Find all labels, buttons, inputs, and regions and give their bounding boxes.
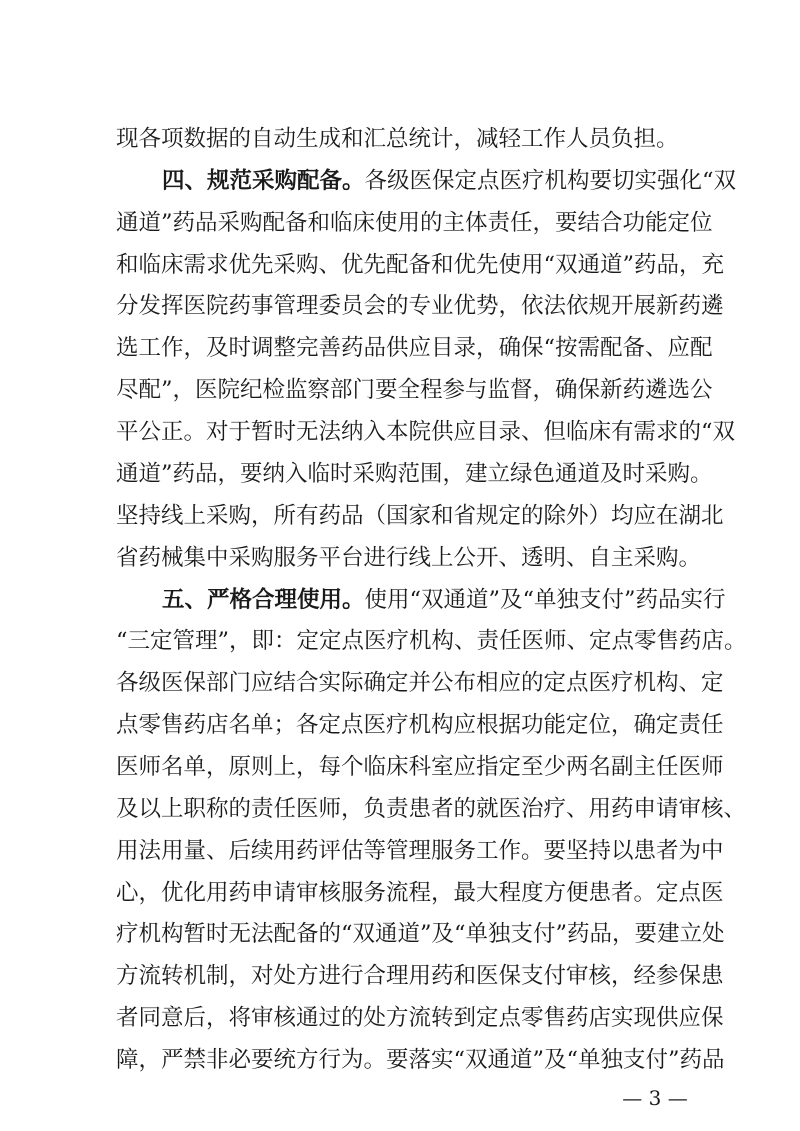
paragraph-line: 障，严禁非必要统方行为。要落实“双通道”及“单独支付”药品 — [116, 1047, 725, 1073]
paragraph-line: 疗机构暂时无法配备的“双通道”及“单独支付”药品，要建立处 — [116, 921, 725, 947]
paragraph-line: 通道”药品，要纳入临时采购范围，建立绿色通道及时采购。 — [116, 461, 713, 487]
paragraph-line: 坚持线上采购，所有药品（国家和省规定的除外）均应在湖北 — [116, 503, 724, 529]
paragraph-line: 尽配”，医院纪检监察部门要全程参与监督，确保新药遴选公 — [116, 377, 713, 403]
paragraph-line: 分发挥医院药事管理委员会的专业优势，依法依规开展新药遴 — [116, 293, 724, 319]
paragraph-line: 通道”药品采购配备和临床使用的主体责任，要结合功能定位 — [116, 210, 713, 236]
paragraph-line: 点零售药店名单；各定点医疗机构应根据功能定位，确定责任 — [116, 712, 724, 738]
paragraph-line: 者同意后，将审核通过的处方流转到定点零售药店实现供应保 — [116, 1005, 724, 1031]
paragraph-line — [116, 580, 726, 620]
paragraph-line: 及以上职称的责任医师，负责患者的就医治疗、用药申请审核、 — [116, 796, 747, 822]
paragraph-text: 使用“双通道”及“单独支付”药品实行 — [364, 587, 726, 613]
paragraph-line: 平公正。对于暂时无法纳入本院供应目录、但临床有需求的“双 — [116, 419, 736, 445]
paragraph-text: 各级医保定点医疗机构要切实强化“双 — [364, 168, 737, 194]
paragraph-line: 各级医保部门应结合实际确定并公布相应的定点医疗机构、定 — [116, 670, 724, 696]
paragraph-line: 心，优化用药申请审核服务流程，最大程度方便患者。定点医 — [116, 880, 724, 906]
section-heading: 五、严格合理使用。 — [162, 587, 365, 613]
paragraph-line — [116, 161, 737, 201]
paragraph-line: 和临床需求优先采购、优先配备和优先使用“双通道”药品，充 — [116, 252, 725, 278]
paragraph-line: 现各项数据的自动生成和汇总统计，减轻工作人员负担。 — [116, 126, 679, 152]
paragraph-line: 医师名单，原则上，每个临床科室应指定至少两名副主任医师 — [116, 754, 724, 780]
paragraph-line: 用法用量、后续用药评估等管理服务工作。要坚持以患者为中 — [116, 838, 724, 864]
section-heading: 四、规范采购配备。 — [162, 168, 365, 194]
paragraph-line: “三定管理”，即：定定点医疗机构、责任医师、定点零售药店。 — [116, 628, 747, 654]
paragraph-line: 选工作，及时调整完善药品供应目录，确保“按需配备、应配 — [116, 335, 713, 361]
paragraph-line: 省药械集中采购服务平台进行线上公开、透明、自主采购。 — [116, 545, 702, 571]
page-number: — 3 — — [622, 1086, 688, 1110]
paragraph-line: 方流转机制，对处方进行合理用药和医保支付审核，经参保患 — [116, 963, 724, 989]
